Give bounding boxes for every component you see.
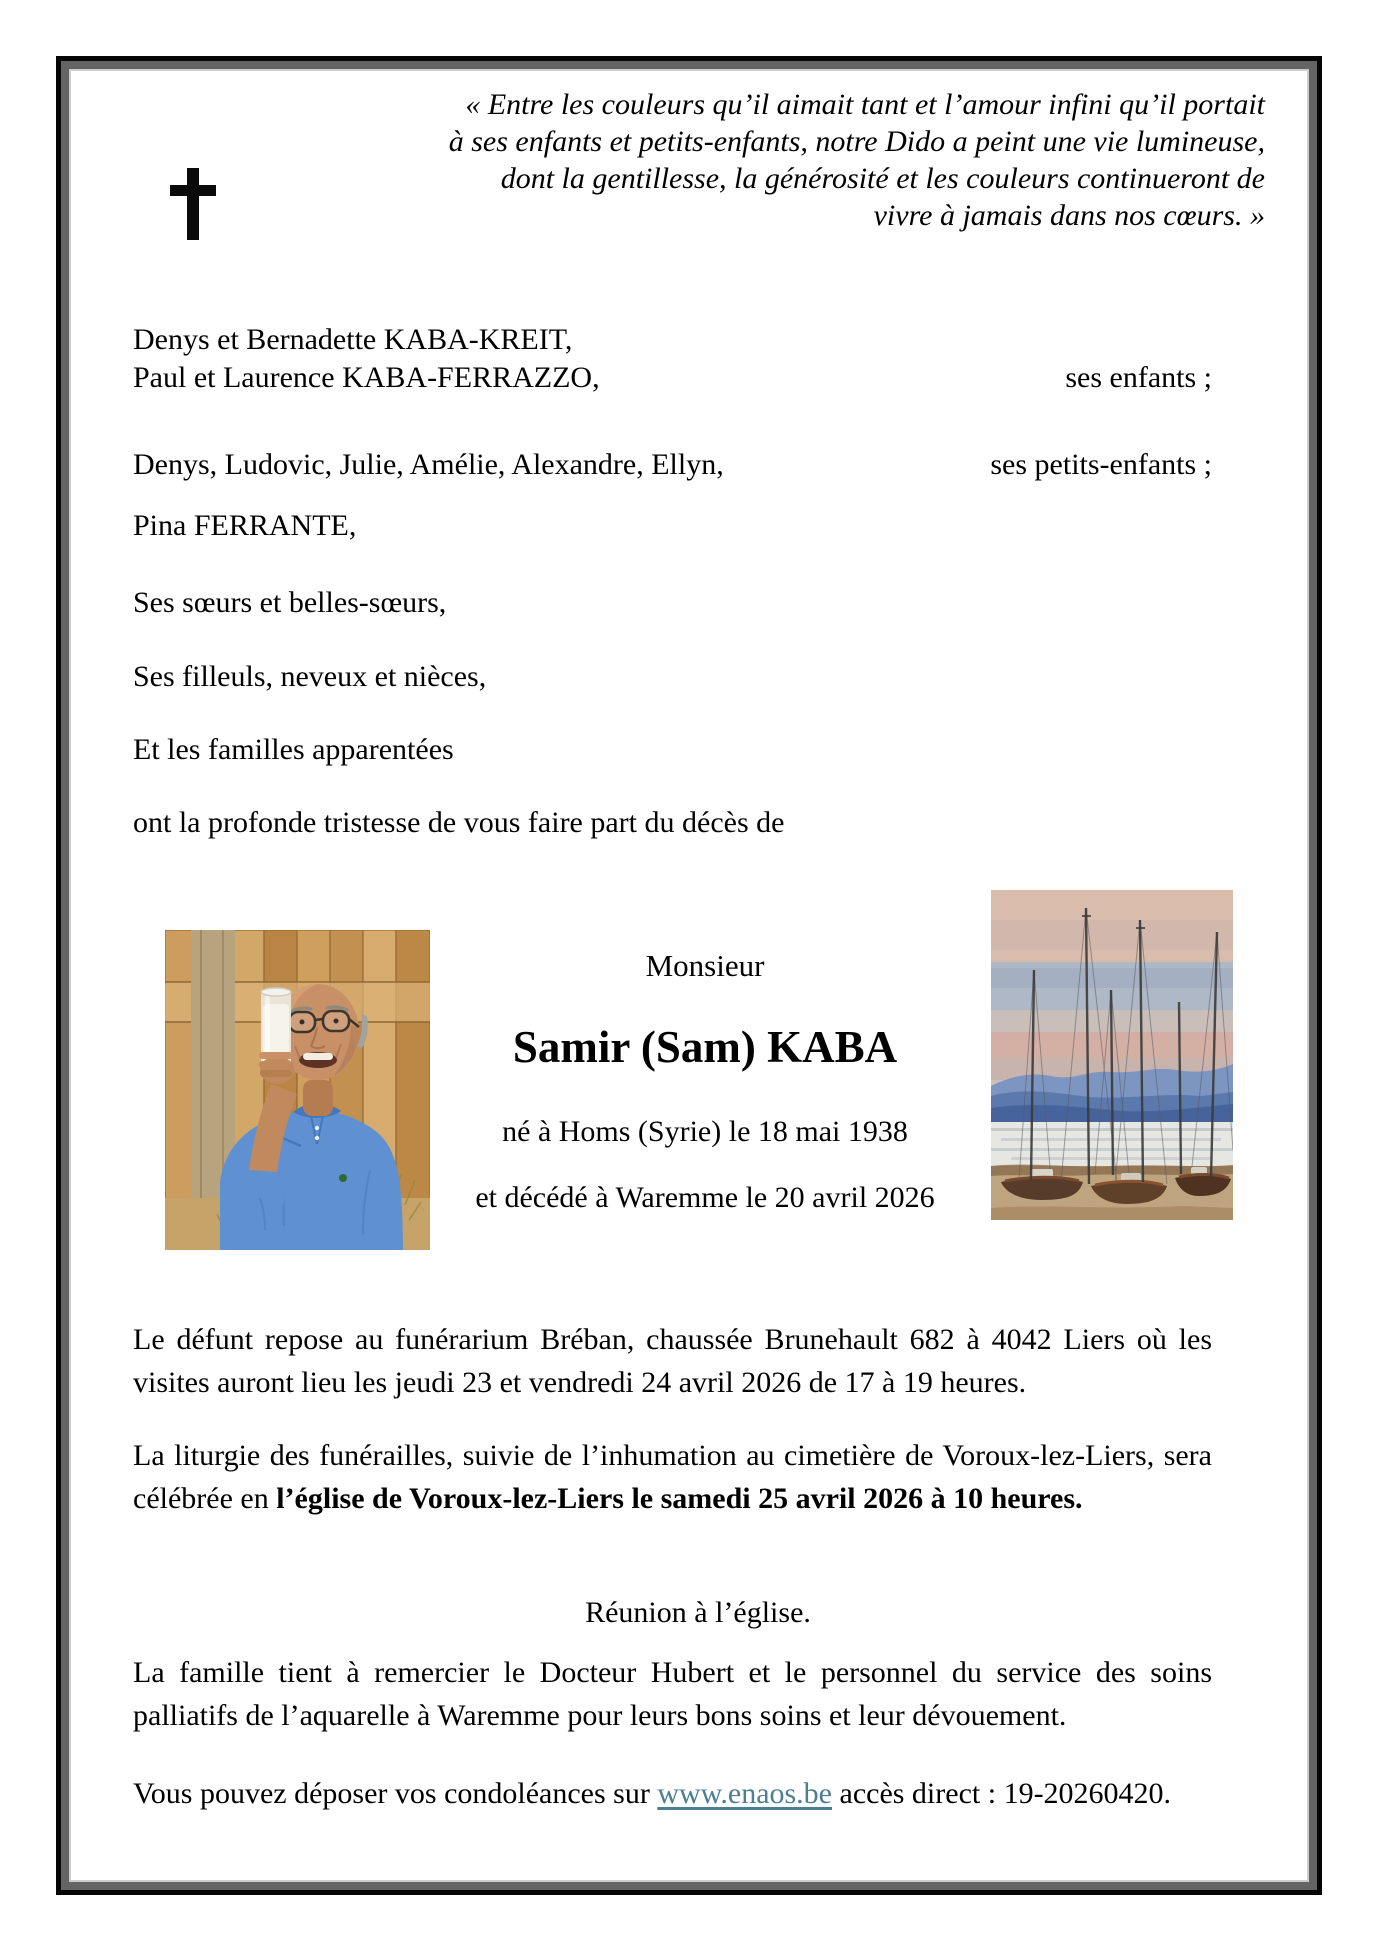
family-names: Pina FERRANTE, [133,509,357,542]
family-member-row [133,586,1212,620]
thanks-paragraph: La famille tient à remercier le Docteur Hubert et le personnel du service des soins palliatifs de l’aquarelle à Waremme pour leurs bons soins et leur dévouement. [133,1656,1212,1732]
reunion-line: Réunion à l’église. [585,1596,811,1629]
condolences-paragraph [133,1772,1212,1815]
quote-line: à ses enfants et petits-enfants, notre Dido a peint une vie lumineuse, [448,125,1265,158]
family-member-row [133,361,1212,395]
portrait-photo [165,930,430,1250]
liturgy-paragraph [133,1434,1212,1520]
family-names: Paul et Laurence KABA-FERRAZZO, [133,361,600,394]
family-member-row [133,448,1212,482]
memorial-quote [449,86,1265,234]
deceased-name: Samir (Sam) KABA [512,1022,898,1072]
family-names: Denys, Ludovic, Julie, Amélie, Alexandre, Ellyn, [133,448,724,481]
family-member-row [133,509,1212,543]
quote-line: dont la gentillesse, la générosité et les couleurs continueront de [500,162,1265,195]
liturgy-bold-text: l’église de Voroux-lez-Liers le samedi 25 avril 2026 à 10 heures. [276,1482,1083,1515]
family-names: Et les familles apparentées [133,733,454,766]
family-member-row [133,323,1212,357]
quote-line: vivre à jamais dans nos cœurs. » [873,199,1265,232]
liturgy-text: La liturgie des funérailles, suivie de l’inhumation au cimetière de Voroux-lez-Liers, sera célébrée en [133,1439,1212,1515]
deceased-title: Monsieur [645,948,765,983]
birth-line: né à Homs (Syrie) le 18 mai 1938 [502,1115,908,1148]
announcement-intro: ont la profonde tristesse de vous faire part du décès de [133,806,785,839]
family-member-row [133,660,1212,694]
family-member-row [133,733,1212,767]
sailboats-watercolor-painting [991,890,1233,1220]
cross-icon [170,168,216,240]
repose-paragraph: Le défunt repose au funérarium Bréban, chaussée Brunehault 682 à 4042 Liers où les visites auront lieu les jeudi 23 et vendredi 24 avril 2026 de 17 à 19 heures. [133,1323,1212,1399]
family-names: Denys et Bernadette KABA-KREIT, [133,323,573,356]
condolences-ref: accès direct : 19-20260420. [832,1777,1172,1810]
relation-label: ses enfants ; [1065,361,1212,394]
death-line: et décédé à Waremme le 20 avril 2026 [475,1181,935,1214]
relation-label: ses petits-enfants ; [990,448,1212,481]
enaos-link[interactable]: www.enaos.be [657,1777,832,1810]
quote-line: « Entre les couleurs qu’il aimait tant et l’amour infini qu’il portait [465,88,1265,121]
family-names: Ses filleuls, neveux et nièces, [133,660,487,693]
family-names: Ses sœurs et belles-sœurs, [133,586,447,619]
condolences-text: Vous pouvez déposer vos condoléances sur [133,1777,658,1810]
